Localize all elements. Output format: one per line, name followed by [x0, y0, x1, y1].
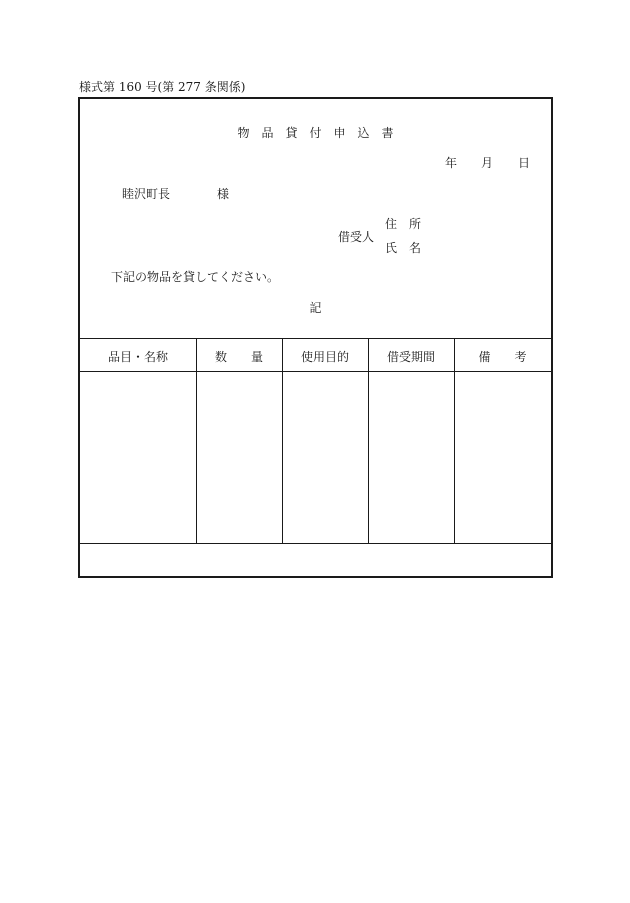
address-label: 住所	[385, 217, 434, 231]
item-name-cell[interactable]	[80, 372, 196, 543]
purpose-cell[interactable]	[283, 372, 368, 543]
request-text: 下記の物品を貸してください。	[111, 270, 280, 284]
header-remarks: 備 考	[478, 350, 527, 364]
quantity-cell[interactable]	[197, 372, 282, 543]
date-month-label: 月	[481, 156, 494, 170]
header-quantity: 数 量	[214, 350, 263, 364]
footer-cell[interactable]	[80, 544, 551, 576]
header-purpose: 使用目的	[300, 350, 349, 364]
date-year-label: 年	[445, 156, 458, 170]
application-form-frame	[78, 97, 553, 578]
date-line	[445, 156, 530, 170]
borrower-label: 借受人	[338, 230, 375, 244]
header-borrow-period: 借受期間	[386, 350, 435, 364]
name-label: 氏名	[385, 241, 434, 255]
honorific: 様	[217, 187, 230, 201]
remarks-cell[interactable]	[455, 372, 551, 543]
date-day-label: 日	[518, 156, 531, 170]
addressee: 睦沢町長	[122, 187, 171, 201]
form-number-label: 様式第 160 号(第 277 条関係)	[79, 80, 246, 94]
header-item-name: 品目・名称	[107, 350, 168, 364]
borrow-period-cell[interactable]	[369, 372, 454, 543]
table-top-line	[80, 338, 551, 339]
ki-label: 記	[309, 301, 322, 315]
form-title: 物品貸付申込書	[237, 126, 406, 140]
